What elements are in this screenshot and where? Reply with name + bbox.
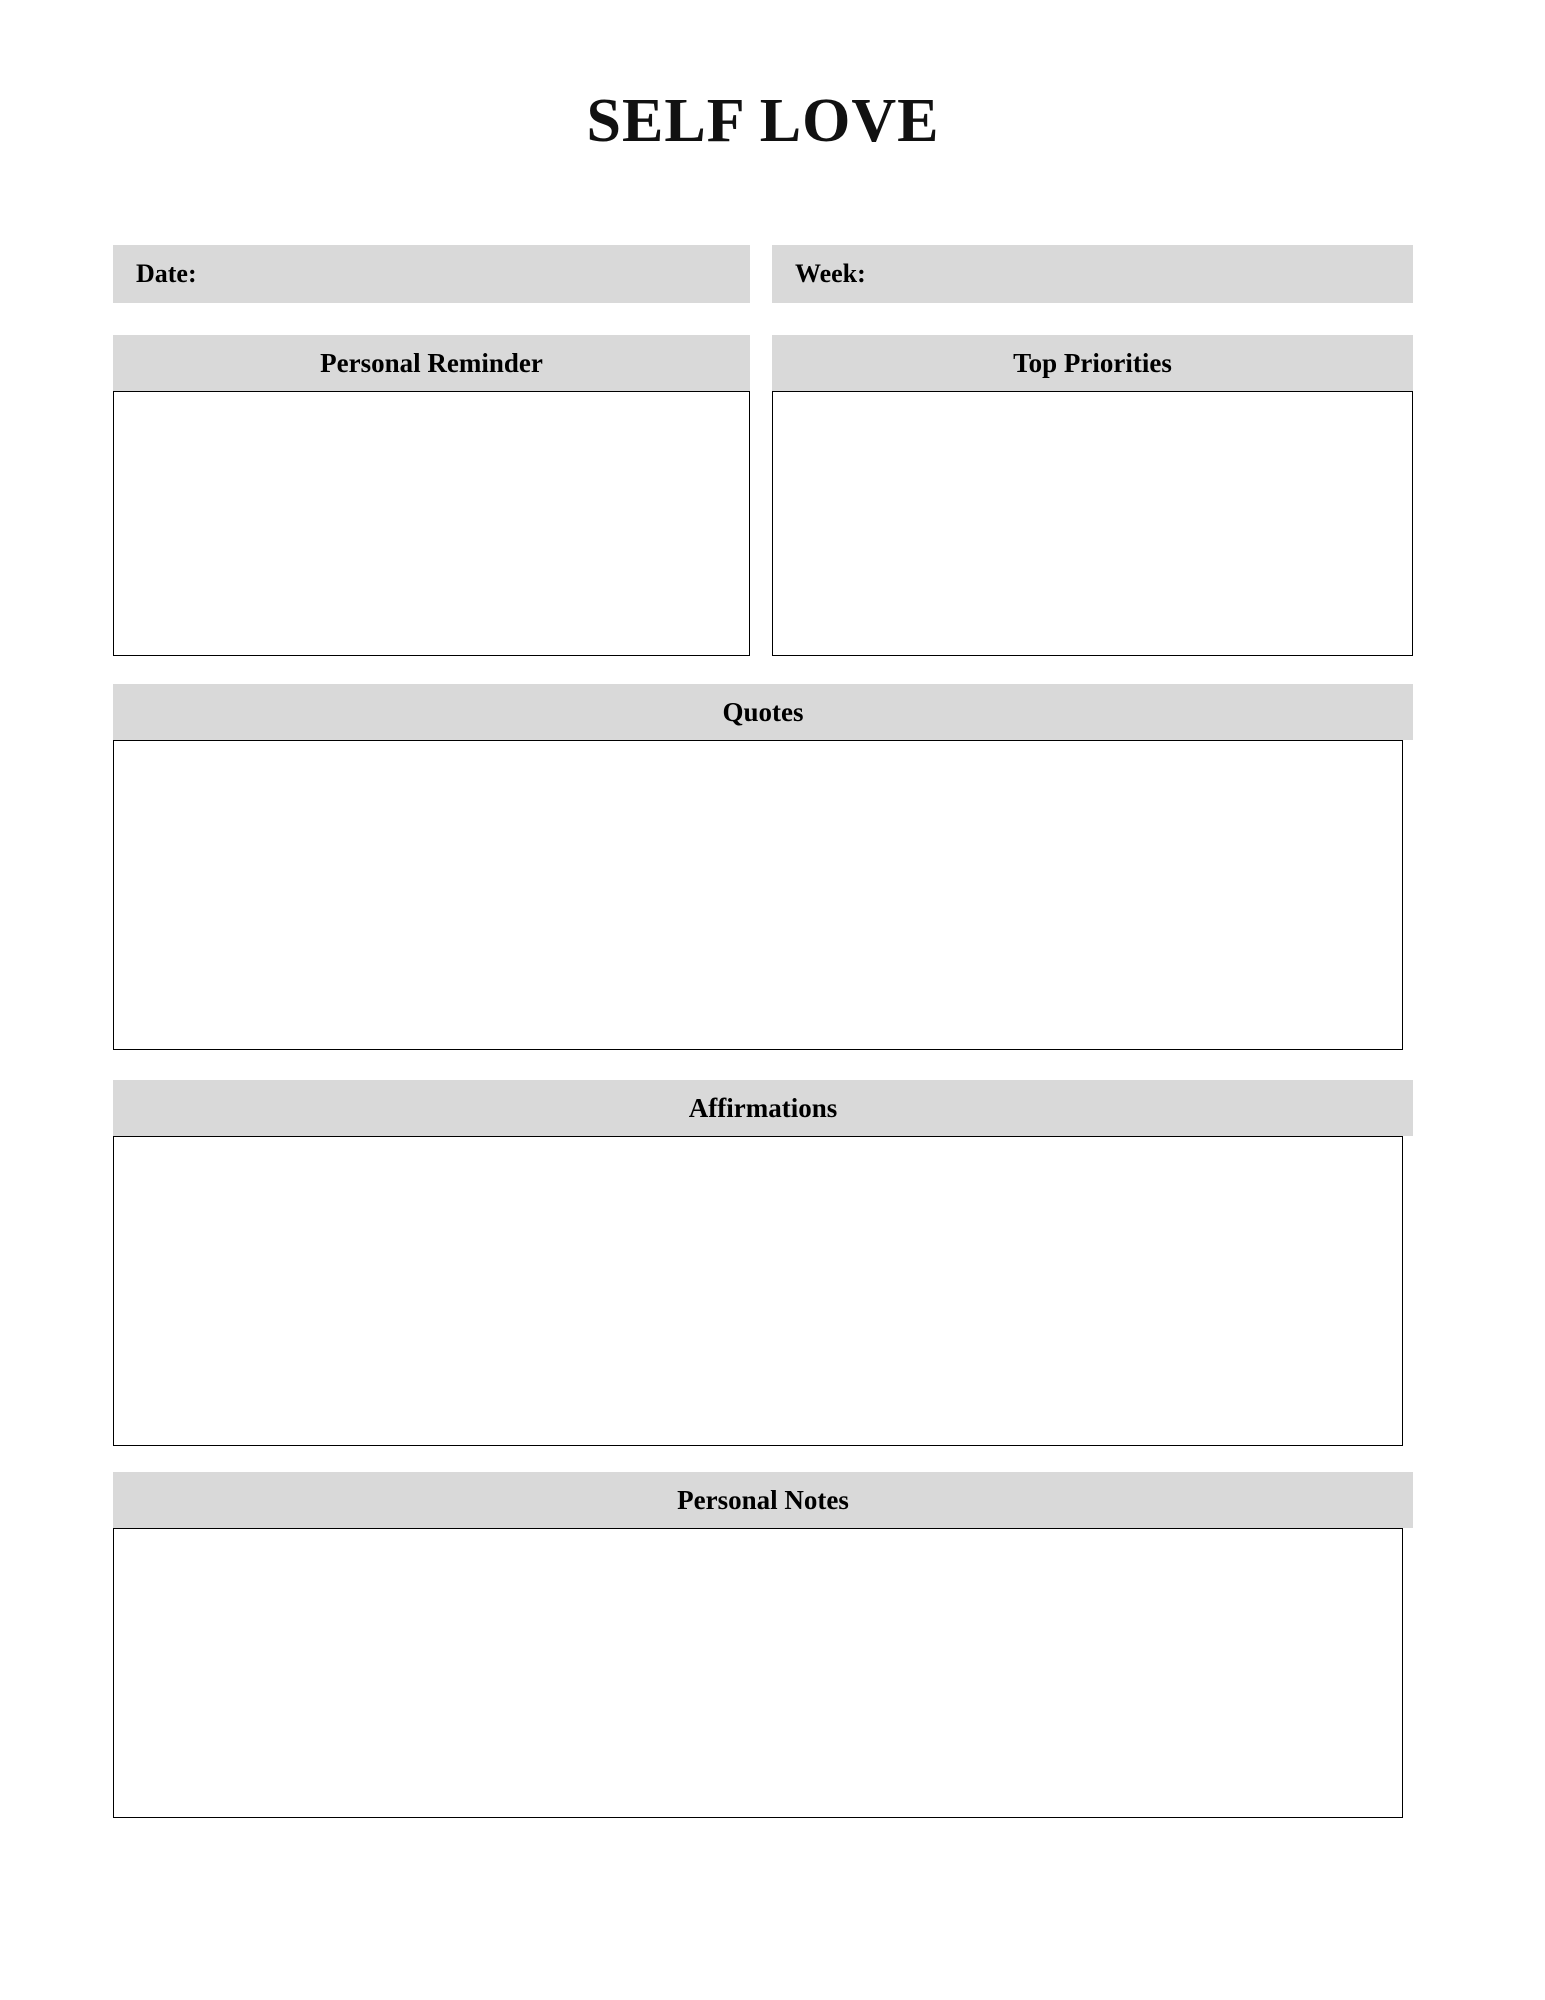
top-priorities-input[interactable] bbox=[773, 392, 1412, 655]
worksheet-content bbox=[113, 0, 1413, 1818]
affirmations-section bbox=[113, 1080, 1413, 1446]
date-input[interactable] bbox=[197, 246, 749, 302]
personal-reminder-section bbox=[113, 335, 751, 656]
quotes-box[interactable] bbox=[113, 740, 1403, 1050]
affirmations-box[interactable] bbox=[113, 1136, 1403, 1446]
personal-notes-section bbox=[113, 1472, 1413, 1818]
top-priorities-box[interactable] bbox=[772, 391, 1413, 656]
page-title: SELF LOVE bbox=[586, 87, 940, 155]
quotes-input[interactable] bbox=[114, 741, 1402, 1049]
top-priorities-header: Top Priorities bbox=[772, 335, 1413, 391]
affirmations-header: Affirmations bbox=[113, 1080, 1413, 1136]
date-field-group[interactable] bbox=[113, 245, 750, 303]
personal-notes-input[interactable] bbox=[114, 1529, 1402, 1817]
reminder-priorities-row bbox=[113, 335, 1413, 656]
personal-notes-header: Personal Notes bbox=[113, 1472, 1413, 1528]
personal-reminder-header: Personal Reminder bbox=[113, 335, 750, 391]
affirmations-input[interactable] bbox=[114, 1137, 1402, 1445]
personal-reminder-box[interactable] bbox=[113, 391, 750, 656]
personal-notes-box[interactable] bbox=[113, 1528, 1403, 1818]
date-week-row bbox=[113, 245, 1413, 303]
week-field-group[interactable] bbox=[772, 245, 1413, 303]
week-input[interactable] bbox=[866, 246, 1412, 302]
week-label: Week: bbox=[795, 259, 866, 288]
personal-reminder-input[interactable] bbox=[114, 392, 749, 655]
date-label: Date: bbox=[136, 259, 197, 288]
quotes-header: Quotes bbox=[113, 684, 1413, 740]
quotes-section bbox=[113, 684, 1413, 1050]
top-priorities-section bbox=[772, 335, 1413, 656]
